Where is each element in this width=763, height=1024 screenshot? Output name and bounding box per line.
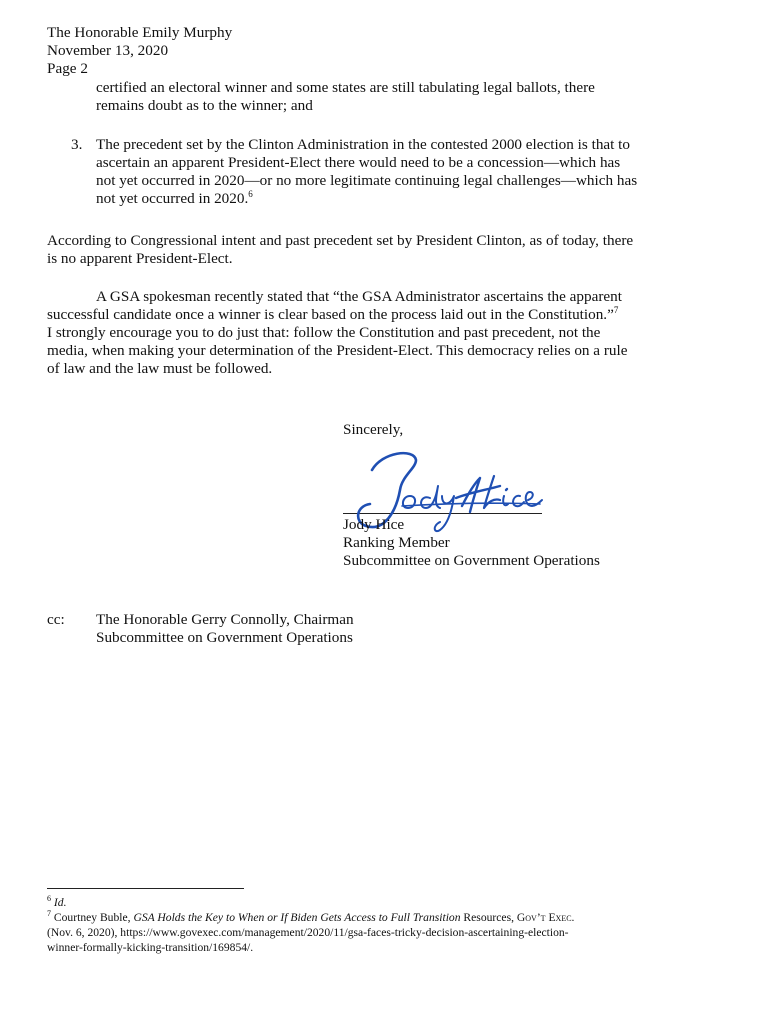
- footnote-6-text: Id.: [53, 896, 67, 909]
- footnote-7-author: Courtney Buble,: [53, 911, 134, 924]
- cc-line-2: Subcommittee on Government Operations: [96, 629, 353, 646]
- footnote-6: [47, 896, 66, 910]
- signer-committee: Subcommittee on Government Operations: [343, 552, 600, 569]
- cc-line-1: The Honorable Gerry Connolly, Chairman: [96, 611, 354, 628]
- item3-line-4-text: not yet occurred in 2020.: [96, 190, 249, 207]
- continuation-line-1: certified an electoral winner and some states are still tabulating legal ballots, there: [96, 79, 595, 96]
- footnote-6-number: 6: [47, 894, 51, 904]
- item3-line-4: [96, 190, 253, 208]
- footnote-7-line-1: [47, 911, 574, 925]
- footnote-7-number: 7: [47, 909, 51, 919]
- header-recipient: The Honorable Emily Murphy: [47, 24, 233, 41]
- paragraph1-line-1: According to Congressional intent and past precedent set by President Clinton, as of today, there: [47, 232, 634, 249]
- paragraph2-line-3: I strongly encourage you to do just that: follow the Constitution and past precedent, not the: [47, 324, 601, 341]
- header-date: November 13, 2020: [47, 42, 169, 59]
- footnote-7-title: GSA Holds the Key to When or If Biden Gets Access to Full Transition: [133, 911, 461, 924]
- closing-salutation: Sincerely,: [343, 421, 404, 438]
- paragraph2-line-1: A GSA spokesman recently stated that “the GSA Administrator ascertains the apparent: [96, 288, 622, 305]
- paragraph2-line-5: of law and the law must be followed.: [47, 360, 273, 377]
- footnote-7-after-title: Resources,: [460, 911, 517, 924]
- item3-line-3: not yet occurred in 2020—or no more legitimate continuing legal challenges—which has: [96, 172, 638, 189]
- footnote-7-journal: Gov’t Exec.: [516, 911, 575, 924]
- paragraph1-line-2: is no apparent President-Elect.: [47, 250, 233, 267]
- footnote-divider: [47, 888, 244, 889]
- item3-line-2: ascertain an apparent President-Elect there would need to be a concession—which has: [96, 154, 621, 171]
- signer-name: Jody Hice: [343, 516, 405, 533]
- paragraph2-line-2-text: successful candidate once a winner is clear based on the process laid out in the Constitution.”: [47, 306, 614, 323]
- list-item-number: 3.: [71, 136, 83, 153]
- footnote-7-line-2[interactable]: (Nov. 6, 2020), https://www.govexec.com/management/2020/11/gsa-faces-tricky-decision-ascertaining-election-: [47, 926, 569, 939]
- footnote-7-line-3[interactable]: winner-formally-kicking-transition/169854/.: [47, 941, 254, 954]
- item3-line-1: The precedent set by the Clinton Administration in the contested 2000 election is that to: [96, 136, 630, 153]
- footnote-ref-6: 6: [248, 188, 253, 199]
- paragraph2-line-4: media, when making your determination of the President-Elect. This democracy relies on a rule: [47, 342, 628, 359]
- header-page-number: Page 2: [47, 60, 88, 77]
- cc-label: cc:: [47, 611, 65, 628]
- footnote-ref-7: 7: [613, 304, 619, 315]
- continuation-line-2: remains doubt as to the winner; and: [96, 97, 313, 114]
- paragraph2-line-2: [47, 306, 618, 324]
- signer-title: Ranking Member: [343, 534, 450, 551]
